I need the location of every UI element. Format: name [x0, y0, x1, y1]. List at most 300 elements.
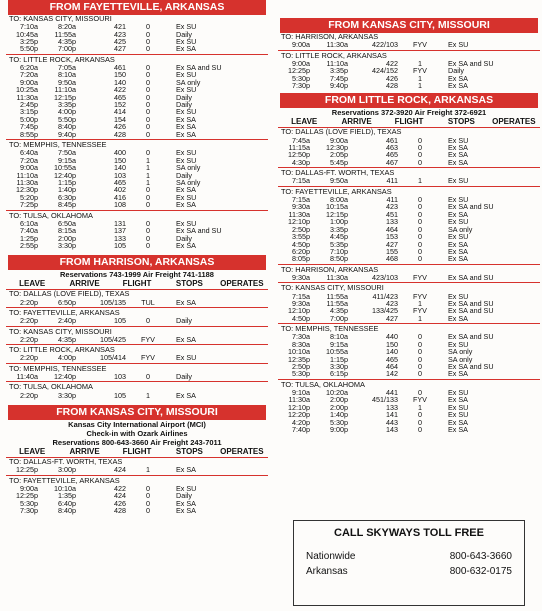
- operates: Ex SA and SU: [448, 298, 494, 308]
- flight-number: 143: [386, 425, 398, 435]
- arrive-time: 10:20a: [326, 388, 348, 398]
- arrive-time: 8:10a: [58, 70, 76, 80]
- schedule-row: [6, 79, 268, 86]
- column-header: ARRIVE: [69, 279, 100, 289]
- leave-time: 9:00a: [20, 483, 38, 493]
- schedule-row: [6, 201, 268, 208]
- destination-label: TO: KANSAS CITY, MISSOURI: [281, 283, 384, 293]
- toll-free-line-arkansas: [294, 566, 524, 577]
- stops: 0: [146, 122, 150, 132]
- arrive-time: 5:35p: [330, 239, 348, 249]
- flight-number: 140: [386, 347, 398, 357]
- leave-time: 11:15a: [288, 143, 310, 153]
- arrive-time: 3:35p: [58, 100, 76, 110]
- arrive-time: 5:45p: [330, 157, 348, 167]
- schedule-row: [278, 75, 540, 82]
- arrive-time: 4:00p: [58, 353, 76, 363]
- arrive-time: 11:55a: [54, 29, 76, 39]
- leave-time: 9:30a: [292, 298, 310, 308]
- stops: 0: [146, 498, 150, 508]
- destination-label: TO: DALLAS (LOVE FIELD), TEXAS: [9, 289, 130, 299]
- schedule-row: [6, 23, 268, 30]
- stops: 0: [418, 246, 422, 256]
- arrive-time: 8:50p: [330, 254, 348, 264]
- stops: 0: [418, 157, 422, 167]
- arrive-time: 1:15p: [58, 177, 76, 187]
- schedule-row: [6, 86, 268, 93]
- schedule-row: [278, 274, 540, 281]
- stops: 0: [146, 92, 150, 102]
- flight-number: 416: [114, 192, 126, 202]
- schedule-row: [6, 227, 268, 234]
- leave-time: 9:00a: [292, 58, 310, 68]
- operates: Ex SA and SU: [448, 202, 494, 212]
- flight-number: 105/425: [100, 334, 126, 344]
- flight-number: 428: [386, 81, 398, 91]
- schedule-row: [6, 194, 268, 201]
- destination-label: TO: MEMPHIS, TENNESSEE: [281, 324, 379, 334]
- schedule-row: [278, 248, 540, 255]
- leave-time: 8:05p: [292, 254, 310, 264]
- operates: Ex SU: [176, 353, 197, 363]
- flight-number: 422/103: [372, 40, 398, 50]
- operates: Ex SA: [176, 297, 196, 307]
- operates: Daily: [176, 170, 192, 180]
- schedule-row: [6, 354, 268, 361]
- leave-time: 2:55p: [20, 240, 38, 250]
- flight-number: 411/423: [372, 291, 398, 301]
- operates: Ex SA: [176, 114, 196, 124]
- leave-time: 8:55p: [20, 129, 38, 139]
- arrive-time: 8:45p: [58, 200, 76, 210]
- column-header: OPERATES: [220, 447, 264, 457]
- flight-number: 426: [386, 73, 398, 83]
- operates: Ex SA: [448, 313, 468, 323]
- schedule-row: [278, 255, 540, 262]
- leave-time: 10:10a: [288, 347, 310, 357]
- destination-label: TO: LITTLE ROCK, ARKANSAS: [9, 54, 115, 64]
- flight-number: 422: [114, 483, 126, 493]
- destination-label: TO: HARRISON, ARKANSAS: [281, 32, 379, 41]
- schedule-row: [6, 186, 268, 193]
- leave-time: 4:50p: [292, 313, 310, 323]
- leave-time: 6:20p: [292, 246, 310, 256]
- leave-time: 11:40a: [16, 372, 38, 382]
- leave-time: 2:50p: [292, 224, 310, 234]
- operates: SA only: [448, 347, 473, 357]
- leave-time: 4:50p: [292, 239, 310, 249]
- leave-time: 2:20p: [20, 353, 38, 363]
- leave-time: 5:30p: [20, 498, 38, 508]
- leave-time: 7:10a: [20, 22, 38, 32]
- schedule-row: [278, 218, 540, 225]
- destination-label: TO: TULSA, OKLAHOMA: [9, 210, 93, 220]
- operates: Ex SU: [448, 40, 469, 50]
- column-header: OPERATES: [220, 279, 264, 289]
- stops: 0: [418, 202, 422, 212]
- leave-time: 12:25p: [16, 491, 38, 501]
- leave-time: 1:25p: [20, 233, 38, 243]
- schedule-row: [6, 485, 268, 492]
- stops: 0: [418, 369, 422, 379]
- stops: 1: [418, 313, 422, 323]
- toll-free-label: Nationwide: [306, 551, 356, 562]
- arrive-time: 7:50a: [58, 148, 76, 158]
- stops: 0: [146, 44, 150, 54]
- operates: Ex SA: [448, 209, 468, 219]
- operates: Ex SA: [176, 506, 196, 516]
- schedule-row: [278, 82, 540, 89]
- stops: 0: [146, 63, 150, 73]
- schedule-row: [278, 137, 540, 144]
- flight-number: 411: [386, 176, 398, 186]
- operates: Ex SA: [176, 44, 196, 54]
- operates: Ex SA: [176, 465, 196, 475]
- stops: FYV: [413, 291, 427, 301]
- operates: SA only: [448, 354, 473, 364]
- schedule-row: [6, 507, 268, 514]
- destination-label: TO: LITTLE ROCK, ARKANSAS: [281, 50, 387, 60]
- schedule-row: [278, 211, 540, 218]
- arrive-time: 3:35p: [330, 66, 348, 76]
- operates: Ex SU: [448, 195, 469, 205]
- stops: 0: [146, 85, 150, 95]
- arrive-time: 6:50a: [58, 218, 76, 228]
- arrive-time: 3:30p: [58, 390, 76, 400]
- operates: Daily: [448, 66, 464, 76]
- stops: 0: [146, 129, 150, 139]
- stops: 1: [418, 298, 422, 308]
- leave-time: 3:55p: [292, 232, 310, 242]
- arrive-time: 1:15p: [330, 354, 348, 364]
- schedule-row: [278, 426, 540, 433]
- operates: SA only: [176, 77, 201, 87]
- operates: Ex SU: [176, 218, 197, 228]
- operates: Ex SU: [448, 410, 469, 420]
- flight-number: 463: [386, 143, 398, 153]
- flight-number: 133: [386, 217, 398, 227]
- arrive-time: 6:50p: [58, 297, 76, 307]
- flight-number: 140: [114, 77, 126, 87]
- arrive-time: 6:40p: [58, 498, 76, 508]
- arrive-time: 11:10a: [326, 58, 348, 68]
- column-header: ARRIVE: [341, 117, 372, 127]
- section-title: FROM KANSAS CITY, MISSOURI: [280, 18, 538, 33]
- arrive-time: 2:00p: [58, 233, 76, 243]
- operates: Ex SA: [448, 369, 468, 379]
- flight-number: 464: [386, 224, 398, 234]
- stops: FYV: [413, 306, 427, 316]
- section-subtitle: Reservations 743-1999 Air Freight 741-1188: [60, 270, 214, 280]
- flight-number: 141: [386, 410, 398, 420]
- arrive-time: 3:30p: [330, 362, 348, 371]
- operates: Ex SA and SU: [176, 63, 222, 73]
- stops: 0: [418, 332, 422, 342]
- arrive-time: 8:40p: [58, 122, 76, 132]
- stops: 0: [146, 22, 150, 32]
- schedule-row: [278, 341, 540, 348]
- stops: 0: [418, 354, 422, 364]
- flight-number: 465: [114, 177, 126, 187]
- arrive-time: 6:15p: [330, 369, 348, 379]
- operates: Ex SA: [176, 122, 196, 132]
- operates: Ex SA: [448, 425, 468, 435]
- flight-number: 422: [114, 85, 126, 95]
- leave-time: 7:45a: [292, 135, 310, 145]
- stops: 0: [418, 150, 422, 160]
- leave-time: 7:20a: [20, 155, 38, 165]
- section-title: FROM LITTLE ROCK, ARKANSAS: [280, 93, 538, 108]
- operates: Ex SU: [448, 339, 469, 349]
- flight-number: 150: [114, 70, 126, 80]
- operates: Ex SA: [176, 200, 196, 210]
- schedule-row: [278, 233, 540, 240]
- schedule-row: [278, 370, 540, 377]
- leave-time: 3:25p: [20, 37, 38, 47]
- flight-number: 423: [114, 29, 126, 39]
- flight-number: 465: [114, 92, 126, 102]
- stops: 0: [418, 388, 422, 398]
- leave-time: 9:10a: [292, 388, 310, 398]
- arrive-time: 8:10a: [330, 332, 348, 342]
- operates: Ex SU: [176, 70, 197, 80]
- flight-number: 423: [386, 298, 398, 308]
- operates: SA only: [176, 177, 201, 187]
- stops: 0: [146, 491, 150, 501]
- operates: Ex SU: [448, 291, 469, 301]
- schedule-row: [6, 220, 268, 227]
- section-subtitle: Kansas City International Airport (MCI): [68, 420, 206, 430]
- schedule-row: [278, 356, 540, 363]
- flight-number: 428: [114, 129, 126, 139]
- right-column: [278, 0, 540, 437]
- flight-number: 465: [386, 150, 398, 160]
- schedule-row: [6, 101, 268, 108]
- leave-time: 5:50p: [20, 44, 38, 54]
- schedule-row: [278, 41, 540, 48]
- schedule-row: [278, 241, 540, 248]
- operates: Daily: [176, 316, 192, 326]
- flight-number: 133: [386, 402, 398, 412]
- flight-number: 108: [114, 200, 126, 210]
- flight-number: 422: [386, 58, 398, 68]
- column-header: STOPS: [175, 279, 203, 289]
- flight-number: 443: [386, 417, 398, 427]
- operates: Ex SU: [448, 232, 469, 242]
- operates: Ex SU: [176, 37, 197, 47]
- arrive-time: 3:30p: [58, 240, 76, 250]
- leave-time: 7:15a: [292, 291, 310, 301]
- arrive-time: 11:10a: [54, 85, 76, 95]
- leave-time: 7:40a: [20, 226, 38, 236]
- schedule-row: [278, 144, 540, 151]
- stops: 0: [146, 200, 150, 210]
- toll-free-number: 800-643-3660: [449, 551, 512, 562]
- stops: 1: [418, 402, 422, 412]
- schedule-row: [278, 293, 540, 300]
- stops: 0: [146, 240, 150, 250]
- schedule-row: [6, 45, 268, 52]
- flight-number: 103: [114, 372, 126, 382]
- operates: Ex SA and SU: [448, 362, 494, 371]
- leave-time: 3:15p: [20, 107, 38, 117]
- operates: Ex SA: [448, 246, 468, 256]
- schedule-row: [6, 157, 268, 164]
- destination-label: TO: FAYETTEVILLE, ARKANSAS: [9, 475, 120, 485]
- stops: 0: [418, 362, 422, 371]
- leave-time: 12:30p: [16, 185, 38, 195]
- arrive-time: 8:20a: [58, 22, 76, 32]
- operates: Ex SU: [448, 402, 469, 412]
- schedule-row: [278, 411, 540, 418]
- schedule-row: [278, 404, 540, 411]
- stops: 1: [146, 177, 150, 187]
- arrive-time: 7:00p: [330, 313, 348, 323]
- schedule-row: [6, 373, 268, 380]
- flight-number: 468: [386, 254, 398, 264]
- stops: 0: [418, 339, 422, 349]
- schedule-row: [6, 336, 268, 343]
- leave-time: 9:30a: [292, 272, 310, 282]
- section-title: FROM HARRISON, ARKANSAS: [8, 255, 266, 270]
- arrive-time: 8:00a: [330, 195, 348, 205]
- flight-number: 105: [114, 390, 126, 400]
- flight-number: 427: [386, 313, 398, 323]
- leave-time: 12:25p: [16, 465, 38, 475]
- operates: Ex SA: [448, 73, 468, 83]
- leave-time: 12:10p: [288, 217, 310, 227]
- operates: Ex SU: [176, 107, 197, 117]
- flight-number: 441: [386, 388, 398, 398]
- flight-number: 400: [114, 148, 126, 158]
- stops: 1: [418, 176, 422, 186]
- toll-free-title: CALL SKYWAYS TOLL FREE: [334, 527, 484, 539]
- arrive-time: 11:55a: [326, 291, 348, 301]
- schedule-row: [6, 299, 268, 306]
- stops: 0: [418, 239, 422, 249]
- operates: SA only: [176, 163, 201, 173]
- column-header: STOPS: [447, 117, 475, 127]
- stops: FYV: [141, 353, 155, 363]
- flight-number: 411: [386, 195, 398, 205]
- flight-number: 105: [114, 240, 126, 250]
- leave-time: 10:45a: [16, 29, 38, 39]
- flight-number: 137: [114, 226, 126, 236]
- arrive-time: 9:15a: [330, 339, 348, 349]
- leave-time: 2:50p: [292, 362, 310, 371]
- leave-time: 6:20a: [20, 63, 38, 73]
- flight-number: 133/425: [372, 306, 398, 316]
- schedule-row: [6, 235, 268, 242]
- stops: 1: [418, 81, 422, 91]
- arrive-time: 4:45p: [330, 232, 348, 242]
- leave-time: 2:20p: [20, 334, 38, 344]
- operates: Ex SA: [448, 395, 468, 405]
- operates: Ex SA: [448, 150, 468, 160]
- schedule-row: [278, 419, 540, 426]
- leave-time: 11:30a: [288, 209, 310, 219]
- leave-time: 11:30a: [288, 395, 310, 405]
- stops: 0: [418, 195, 422, 205]
- flight-number: 402: [114, 185, 126, 195]
- leave-time: 7:25p: [20, 200, 38, 210]
- schedule-row: [6, 149, 268, 156]
- operates: Daily: [176, 372, 192, 382]
- arrive-time: 6:30p: [58, 192, 76, 202]
- schedule-row: [278, 363, 540, 370]
- flight-number: 465: [386, 354, 398, 364]
- flight-number: 155: [386, 246, 398, 256]
- schedule-row: [6, 466, 268, 473]
- column-header: STOPS: [175, 447, 203, 457]
- flight-number: 423/103: [372, 272, 398, 282]
- schedule-row: [6, 64, 268, 71]
- flight-number: 464: [386, 362, 398, 371]
- leave-time: 11:30a: [16, 92, 38, 102]
- operates: Ex SA: [448, 157, 468, 167]
- destination-label: TO: HARRISON, ARKANSAS: [281, 264, 379, 274]
- leave-time: 8:30a: [292, 339, 310, 349]
- column-header: FLIGHT: [122, 447, 152, 457]
- schedule-row: [278, 196, 540, 203]
- operates: Ex SU: [176, 155, 197, 165]
- stops: 1: [418, 73, 422, 83]
- leave-time: 12:10p: [288, 402, 310, 412]
- leave-time: 2:45p: [20, 100, 38, 110]
- operates: Ex SU: [176, 192, 197, 202]
- stops: 1: [146, 465, 150, 475]
- toll-free-box: [293, 520, 525, 606]
- flight-number: 451/133: [372, 395, 398, 405]
- stops: 0: [418, 232, 422, 242]
- arrive-time: 2:00p: [330, 402, 348, 412]
- arrive-time: 9:15a: [58, 155, 76, 165]
- destination-label: TO: TULSA, OKLAHOMA: [9, 382, 93, 392]
- operates: Ex SU: [448, 176, 469, 186]
- operates: Ex SA and SU: [448, 272, 494, 282]
- arrive-time: 3:00p: [58, 465, 76, 475]
- stops: FYV: [413, 272, 427, 282]
- flight-number: 461: [114, 63, 126, 73]
- destination-label: TO: DALLAS (LOVE FIELD), TEXAS: [281, 127, 402, 137]
- arrive-time: 1:40p: [330, 410, 348, 420]
- arrive-time: 9:40p: [58, 129, 76, 139]
- flight-number: 153: [386, 232, 398, 242]
- leave-time: 6:40a: [20, 148, 38, 158]
- arrive-time: 11:55a: [326, 298, 348, 308]
- section-title: FROM KANSAS CITY, MISSOURI: [8, 405, 266, 420]
- flight-number: 103: [114, 170, 126, 180]
- schedule-row: [278, 396, 540, 403]
- toll-free-line-nationwide: [294, 551, 524, 562]
- operates: Ex SU: [448, 388, 469, 398]
- leave-time: 6:10a: [20, 218, 38, 228]
- operates: Ex SU: [176, 483, 197, 493]
- arrive-time: 10:10a: [54, 483, 76, 493]
- schedule-row: [6, 242, 268, 249]
- stops: 0: [146, 114, 150, 124]
- schedule-row: [278, 389, 540, 396]
- leave-time: 12:50p: [288, 150, 310, 160]
- stops: 1: [146, 170, 150, 180]
- leave-time: 5:00p: [20, 114, 38, 124]
- leave-time: 7:30p: [20, 506, 38, 516]
- flight-number: 426: [114, 122, 126, 132]
- flight-number: 425: [114, 37, 126, 47]
- schedule-row: [6, 492, 268, 499]
- arrive-time: 1:40p: [58, 185, 76, 195]
- schedule-row: [6, 179, 268, 186]
